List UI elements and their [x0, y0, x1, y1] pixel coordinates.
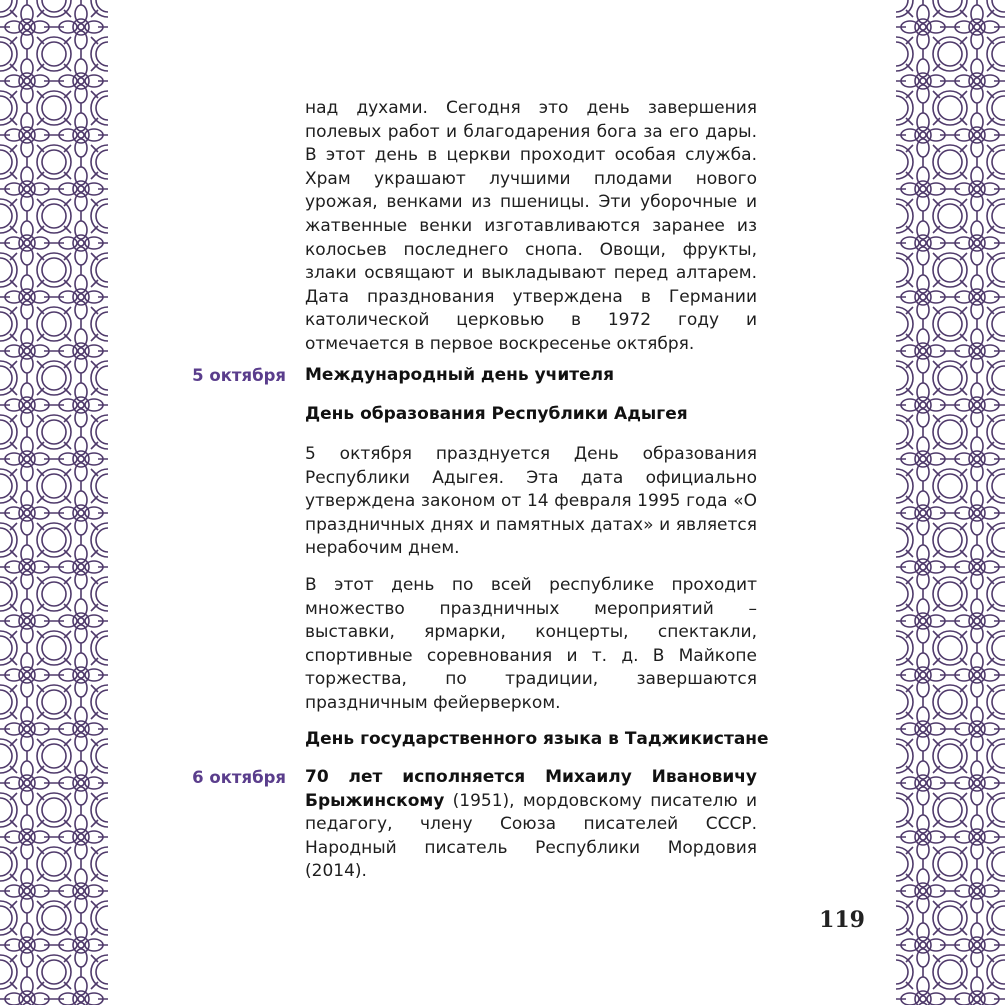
heading-tajik-language-day: День государственного языка в Таджикистане	[305, 729, 769, 749]
bryzhinsky-bold-lead: 70 лет исполняется Михаилу Ивановичу Брыжинскому	[305, 767, 757, 811]
heading-adygea-day: День образования Республики Адыгея	[305, 404, 688, 424]
adygea-paragraph-1: 5 октября празднуется День образования Республики Адыгея. Эта дата официально утверждена законом от 14 февраля 1995 года «О праздничных днях и памятных датах» и является нерабочим днем.	[305, 444, 757, 559]
adygea-paragraph-2: В этот день по всей республике проходит множество праздничных мероприятий – выставки, ярмарки, концерты, спектакли, спортивные соревнования и т. д. В Майкопе торжества, по традиции, завершаются праздничным фейерверком.	[305, 575, 757, 713]
heading-teachers-day: Международный день учителя	[305, 365, 615, 385]
bryzhinsky-paragraph	[305, 766, 757, 884]
intro-paragraph: над духами. Сегодня это день завершения полевых работ и благодарения бога за его дары. В этот день в церкви проходит особая служба. Храм украшают лучшими плодами нового урожая, венками из пшеницы. Эти уборочные и жатвенные венки изготавливаются заранее из колосьев последнего снопа. Овощи, фрукты, злаки освящают и выкладывают перед алтарем. Дата празднования утверждена в Германии католической церковью в 1972 году и отмечается в первое воскресенье октября.	[305, 98, 757, 354]
bryzhinsky-rest: (1951), мордовскому писателю и педагогу, члену Союза писателей СССР. Народный писатель Республики Мордовия (2014).	[305, 790, 757, 882]
date-label-oct6: 6 октября	[192, 768, 286, 787]
date-label-oct5: 5 октября	[192, 366, 286, 385]
page-number: 119	[819, 907, 865, 933]
